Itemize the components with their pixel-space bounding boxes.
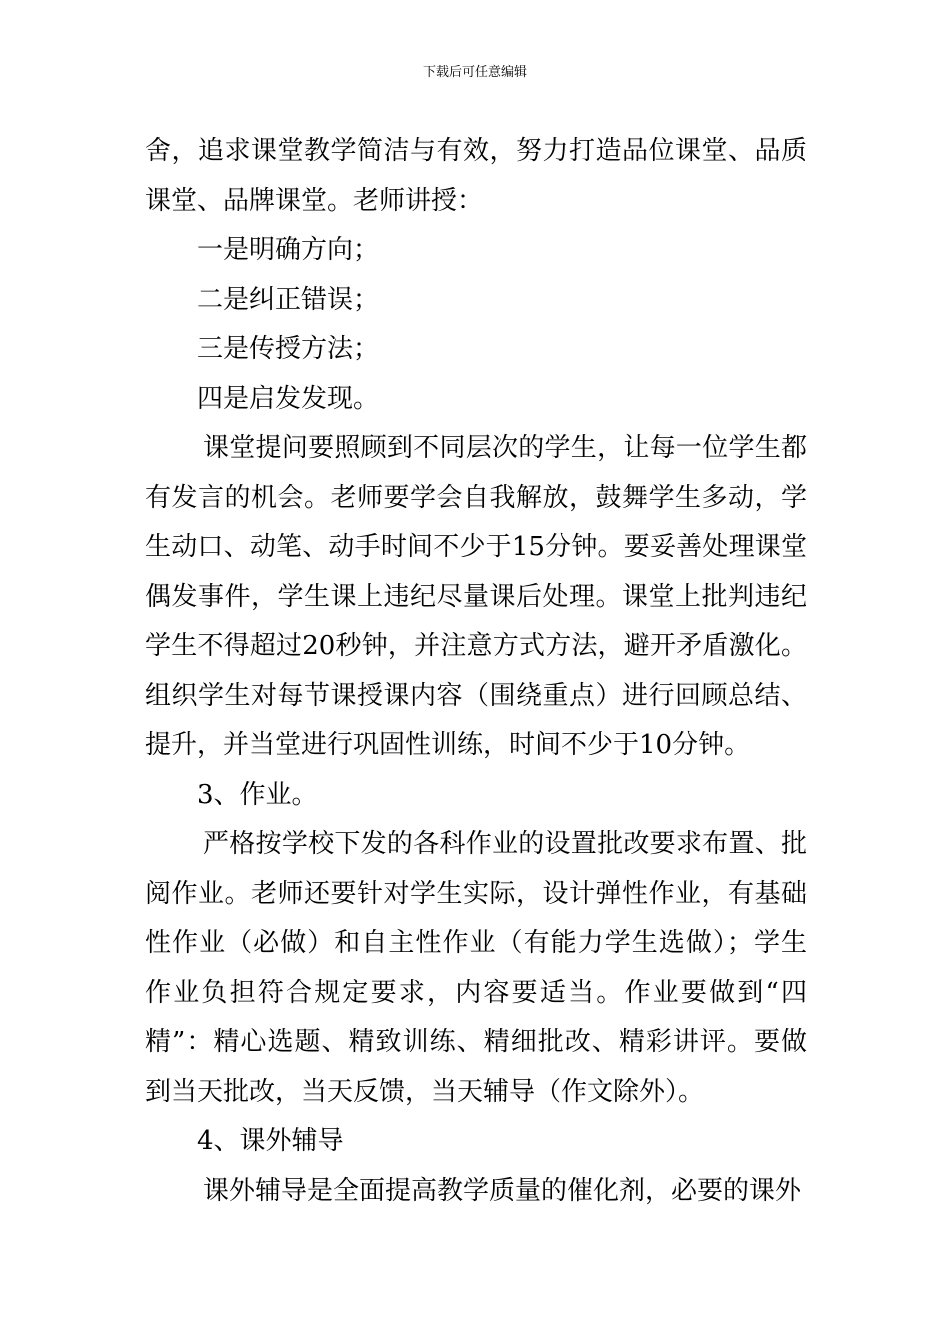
section-heading-homework: 3、作业。: [197, 779, 318, 810]
paragraph-questioning: 课堂提问要照顾到不同层次的学生，让每一位学生都有发言的机会。老师要学会自我解放，鼓舞学生多动，学生动口、动笔、动手时间不少于15分钟。要妥善处理课堂偶发事件，学生课上违纪尽量课后处理。课堂上批判违纪学生不得超过20秒钟，并注意方式方法，避开矛盾激化。组织学生对每节课授课内容（围绕重点）进行回顾总结、提升，并当堂进行巩固性训练，时间不少于10分钟。: [145, 433, 807, 760]
section-heading-tutoring: 4、课外辅导: [197, 1126, 344, 1156]
list-item-4: 四是启发发现。: [197, 383, 380, 414]
paragraph-homework: 严格按学校下发的各科作业的设置批改要求布置、批阅作业。老师还要针对学生实际，设计弹性作业，有基础性作业（必做）和自主性作业（有能力学生选做）；学生作业负担符合规定要求，内容要适当。作业要做到“四精”：精心选题、精致训练、精细批改、精彩讲评。要做到当天批改，当天反馈，当天辅导（作文除外）。: [145, 829, 807, 1107]
list-item-2: 二是纠正错误；: [197, 284, 380, 315]
list-item-3: 三是传授方法；: [197, 334, 380, 364]
page-header: 下载后可任意编辑: [422, 65, 527, 80]
document-body: [145, 127, 807, 1216]
paragraph-tutoring: 课外辅导是全面提高教学质量的催化剂，必要的课外: [203, 1175, 802, 1206]
paragraph-continuation: 舍，追求课堂教学简洁与有效，努力打造品位课堂、品质课堂、品牌课堂。老师讲授：: [145, 136, 807, 216]
list-item-1: 一是明确方向；: [197, 235, 380, 265]
